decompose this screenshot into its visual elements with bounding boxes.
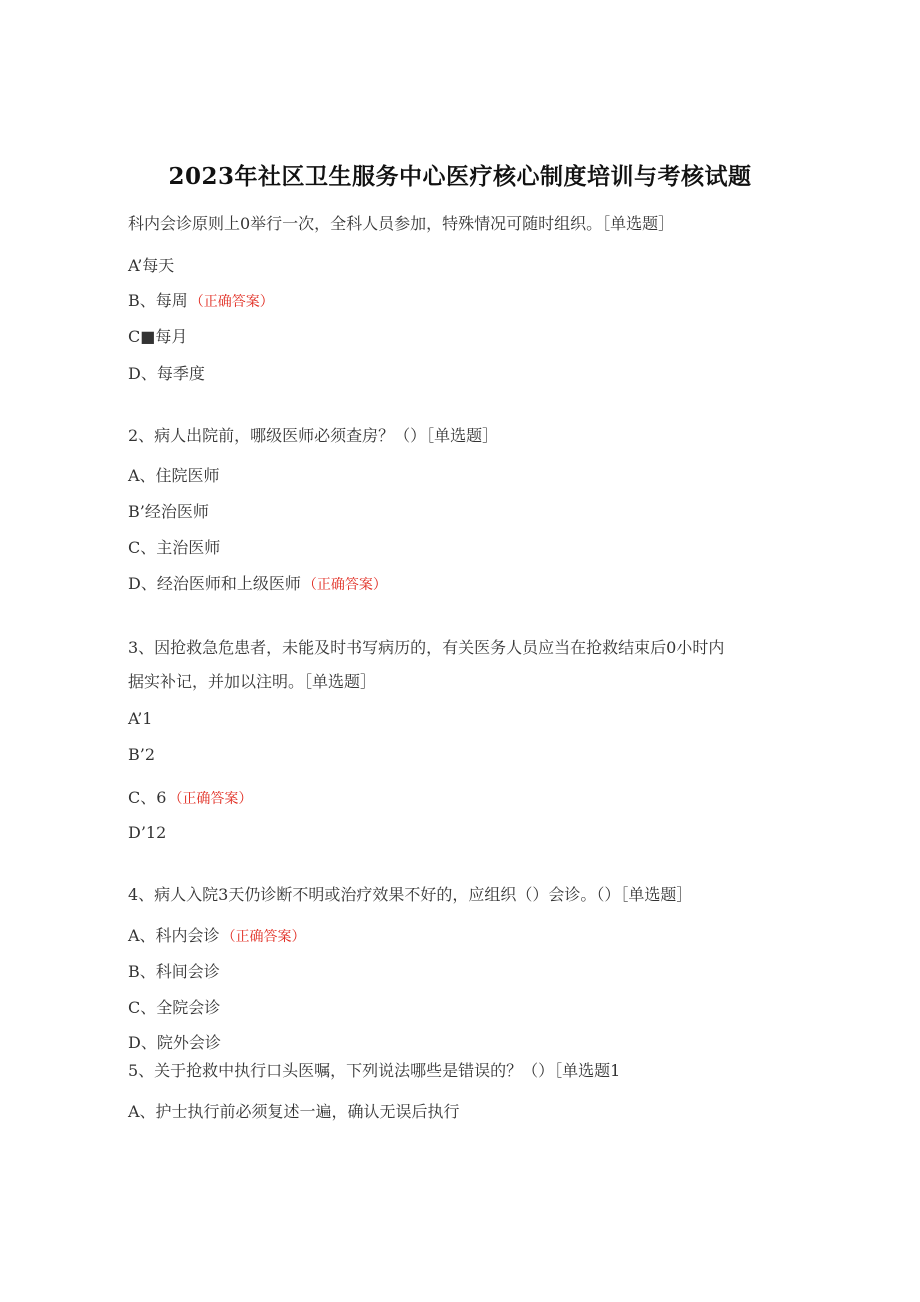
correct-answer-marker: （正确答案） <box>168 791 253 807</box>
question-1-stem: 科内会诊原则上0举行一次，全科人员参加，特殊情况可随时组织。［单选题］ <box>128 214 675 233</box>
question-3-option-c <box>128 787 252 810</box>
question-5-option-a: A、护士执行前必须复述一遍，确认无误后执行 <box>128 1102 460 1121</box>
question-5-stem: 5、关于抢救中执行口头医嘱，下列说法哪些是错误的？（）［单选题1 <box>128 1061 621 1080</box>
correct-answer-marker: （正确答案） <box>221 929 306 945</box>
option-text: A、科内会诊 <box>128 926 220 945</box>
question-4-stem: 4、病人入院3天仍诊断不明或治疗效果不好的，应组织（）会诊。（）［单选题］ <box>128 885 693 904</box>
question-4-option-b: B、科间会诊 <box>128 962 220 981</box>
question-1-option-b <box>128 290 274 313</box>
option-text: C、6 <box>128 788 167 807</box>
option-text: D、经治医师和上级医师 <box>128 574 301 593</box>
question-3-option-a: A’1 <box>128 709 153 728</box>
correct-answer-marker: （正确答案） <box>302 577 387 593</box>
question-4-option-d: D、院外会诊 <box>128 1033 221 1052</box>
question-4-option-c: C、全院会诊 <box>128 998 221 1017</box>
question-2-option-a: A、住院医师 <box>128 466 220 485</box>
question-3-stem-line-1: 3、因抢救急危患者，未能及时书写病历的，有关医务人员应当在抢救结束后0小时内 <box>128 638 725 657</box>
question-2-option-d <box>128 573 387 596</box>
question-1-option-d: D、每季度 <box>128 364 205 383</box>
option-text: B、每周 <box>128 291 188 310</box>
question-2-option-b: B’经治医师 <box>128 502 209 521</box>
question-1-option-a: A’每天 <box>128 256 175 275</box>
page-title: 2023年社区卫生服务中心医疗核心制度培训与考核试题 <box>168 163 752 190</box>
question-2-option-c: C、主治医师 <box>128 538 221 557</box>
question-4-option-a <box>128 925 306 948</box>
question-1-option-c: C■每月 <box>128 327 188 346</box>
question-3-option-d: D’12 <box>128 823 167 842</box>
question-3-option-b: B’2 <box>128 745 156 764</box>
question-2-stem: 2、病人出院前，哪级医师必须查房？（）［单选题］ <box>128 426 499 445</box>
question-3-stem-line-2: 据实补记，并加以注明。［单选题］ <box>128 672 377 691</box>
correct-answer-marker: （正确答案） <box>189 294 274 310</box>
